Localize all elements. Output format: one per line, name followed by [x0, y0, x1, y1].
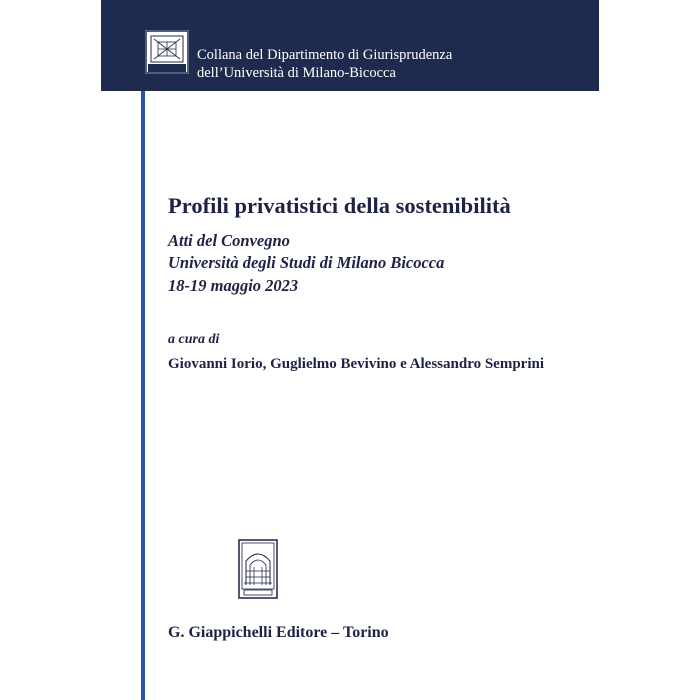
series-header — [101, 0, 599, 91]
series-line-1: Collana del Dipartimento di Giurisprudenza — [197, 47, 453, 63]
series-title — [197, 46, 452, 82]
book-title: Profili privatistici della sostenibilità — [168, 193, 511, 218]
editors-names: Giovanni Iorio, Guglielmo Bevivino e Alessandro Semprini — [168, 356, 545, 372]
publisher-name: G. Giappichelli Editore – Torino — [168, 624, 389, 641]
subtitle-line-2: Università degli Studi di Milano Bicocca — [168, 253, 445, 272]
subtitle-line-3: 18-19 maggio 2023 — [168, 276, 299, 295]
vertical-rule — [141, 91, 145, 700]
book-cover — [101, 0, 599, 700]
bicocca-logo-icon — [145, 30, 189, 74]
publisher-logo-icon — [238, 539, 278, 599]
series-line-2: dell’Università di Milano-Bicocca — [197, 65, 396, 81]
editors-label: a cura di — [168, 332, 220, 347]
subtitle-line-1: Atti del Convegno — [168, 231, 290, 250]
